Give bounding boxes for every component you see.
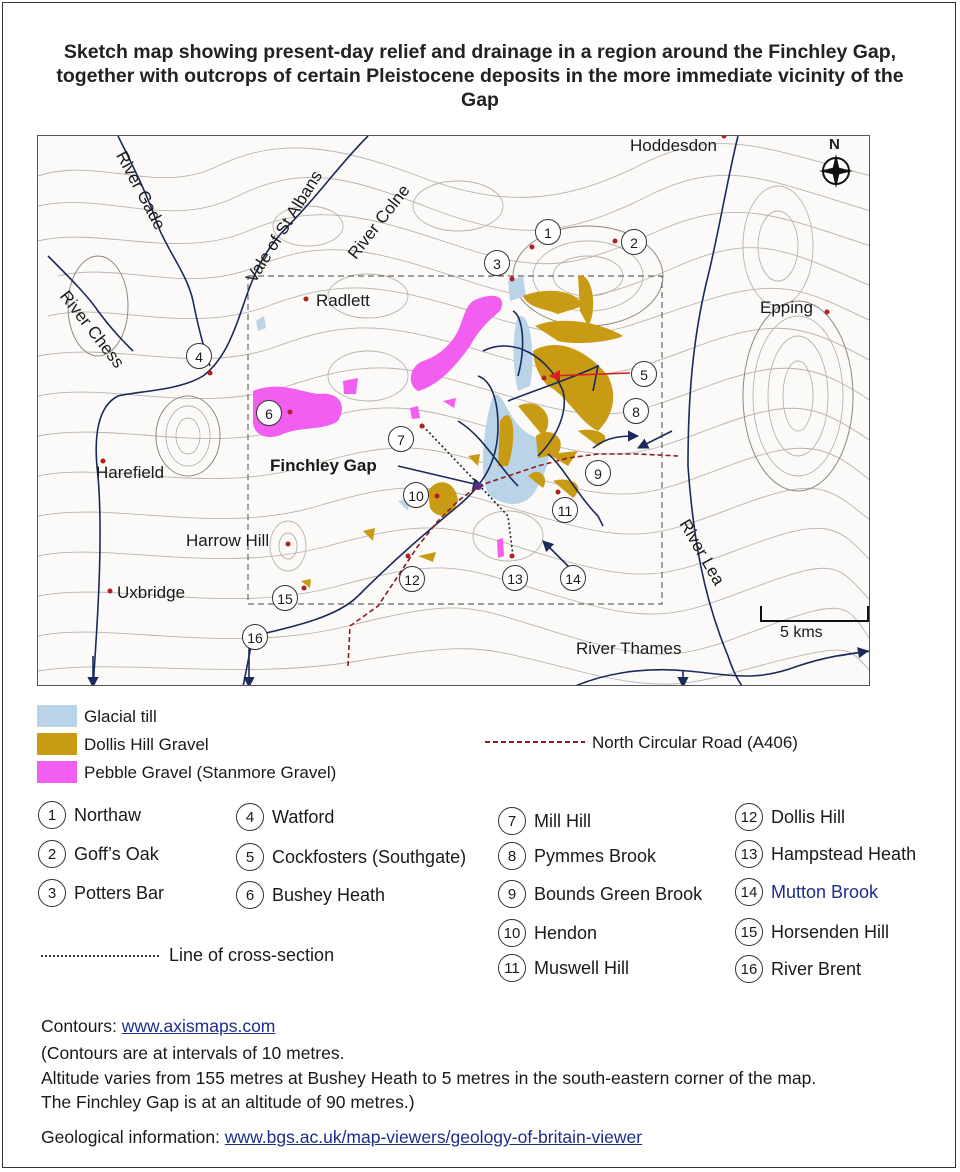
legend-till-label: Glacial till [84,707,157,726]
key-item-3 [38,879,164,907]
key-number: 12 [735,803,763,831]
river-colne-label: River Colne [344,181,414,263]
key-name: Dollis Hill [771,806,846,827]
place-harrow-hill: Harrow Hill [186,531,270,550]
key-name: Hampstead Heath [771,843,917,864]
key-number: 4 [236,803,264,831]
river-chess-label: River Chess [56,287,129,372]
key-name: Hendon [534,922,598,943]
key-number: 14 [735,878,763,906]
legend-gravel-label: Dollis Hill Gravel [84,735,209,754]
legend-section [41,945,334,966]
legend-road-label: North Circular Road (A406) [592,733,798,752]
key-number: 8 [498,842,526,870]
map-marker-3: 3 [484,250,510,276]
place-epping: Epping [760,298,813,317]
key-number: 9 [498,880,526,908]
river-gade-label: River Gade [112,148,170,233]
key-name: Goff’s Oak [74,843,159,864]
map-marker-9: 9 [585,460,611,486]
footer-geology-label: Geological information: [41,1127,225,1147]
key-number: 6 [236,881,264,909]
key-name: Cockfosters (Southgate) [272,846,467,867]
river-lea-label: River Lea [675,516,729,589]
key-item-16 [735,955,861,983]
legend-section-line [41,952,161,960]
river-lea-line [688,136,743,686]
key-number: 10 [498,919,526,947]
legend-pebble-label: Pebble Gravel (Stanmore Gravel) [84,763,337,782]
map-title: Sketch map showing present-day relief and drainage in a region around the Finchley Gap, together with outcrops of certain Pleistocene deposits in the more immediate vicinity of the Gap [56,41,904,111]
legend-section-label: Line of cross-section [169,945,335,965]
map-marker-16: 16 [242,624,268,650]
key-item-15 [735,918,889,946]
compass-north-label: N [829,136,840,153]
key-name: Bushey Heath [272,884,386,905]
key-number: 16 [735,955,763,983]
map-marker-5: 5 [631,361,657,387]
key-name: Muswell Hill [534,957,630,978]
key-item-4 [236,803,334,831]
place-hoddesdon: Hoddesdon [630,136,717,155]
map-marker-7: 7 [388,426,414,452]
map-marker-15: 15 [272,585,298,611]
key-item-13 [735,840,916,868]
key-number: 11 [498,954,526,982]
map-marker-6: 6 [256,400,282,426]
footer-geology [41,1127,642,1148]
key-name: Watford [272,806,335,827]
key-item-6 [236,881,385,909]
key-number: 3 [38,879,66,907]
key-item-14 [735,878,878,906]
footer-note-3: The Finchley Gap is at an altitude of 90 metres.) [41,1092,415,1112]
map-marker-13: 13 [502,565,528,591]
place-finchley-gap: Finchley Gap [270,456,377,475]
key-name: Pymmes Brook [534,845,657,866]
legend-swatch-pebble [37,761,77,783]
key-item-12 [735,803,845,831]
key-name: Horsenden Hill [771,921,890,942]
key-item-11 [498,954,629,982]
vale-st-albans-label: Vale of St Albans [242,167,327,287]
key-name: Mill Hill [534,810,591,831]
compass-rose [819,154,853,188]
map-marker-1: 1 [535,219,561,245]
key-item-9 [498,880,702,908]
map-marker-4: 4 [186,343,212,369]
finchley-gap-marker [474,482,482,490]
footer-note-2: Altitude varies from 155 metres at Bushey Heath to 5 metres in the south-eastern corner of the map. [41,1068,817,1088]
map-marker-10: 10 [403,482,429,508]
key-item-8 [498,842,656,870]
place-harefield: Harefield [96,463,165,482]
map-marker-2: 2 [621,229,647,255]
place-radlett: Radlett [316,291,370,310]
key-item-2 [38,840,159,868]
place-uxbridge: Uxbridge [117,583,186,602]
key-name: Mutton Brook [771,881,879,902]
key-item-1 [38,801,141,829]
key-item-10 [498,919,597,947]
scale-bar [761,606,868,621]
key-item-7 [498,807,591,835]
footer-contours-label: Contours: [41,1016,122,1036]
key-name: Bounds Green Brook [534,883,703,904]
footer-contours [41,1016,275,1037]
key-number: 7 [498,807,526,835]
map-marker-12: 12 [399,566,425,592]
river-thames-label: River Thames [576,639,682,658]
map-marker-8: 8 [623,398,649,424]
key-number: 13 [735,840,763,868]
legend-road-line [485,735,585,749]
legend-swatch-gravel [37,733,77,755]
key-number: 1 [38,801,66,829]
key-number: 5 [236,843,264,871]
key-name: Potters Bar [74,882,165,903]
map-marker-11: 11 [552,497,578,523]
footer-note-1: (Contours are at intervals of 10 metres. [41,1043,345,1063]
key-name: River Brent [771,958,862,979]
sketch-map [37,135,870,686]
map-marker-14: 14 [560,565,586,591]
key-item-5 [236,843,466,871]
key-number: 2 [38,840,66,868]
legend-swatch-till [37,705,77,727]
scale-label: 5 kms [780,624,823,641]
key-name: Northaw [74,804,142,825]
axismaps-link[interactable]: www.axismaps.com [121,1016,276,1036]
key-number: 15 [735,918,763,946]
bgs-link[interactable]: www.bgs.ac.uk/map-viewers/geology-of-britain-viewer [224,1127,643,1147]
